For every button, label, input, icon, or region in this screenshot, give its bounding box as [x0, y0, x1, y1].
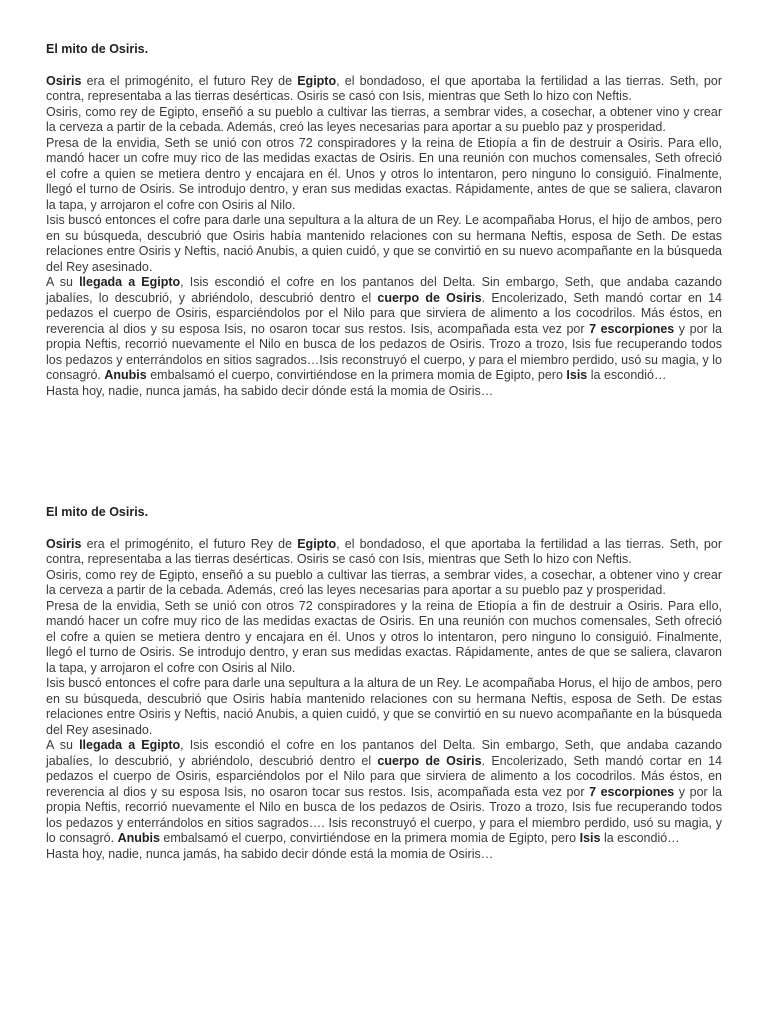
- text-run: . Encolerizado, Seth mandó cortar en 14 pedazos el cuerpo de Osiris, esparciéndolos por el Nilo para que sirviera de alimento a los cocodrilos. Más éstos, en reverencia al dios y su esposa Isis, no osaron tocar sus restos. Isis, acompañada esta vez por: [46, 753, 722, 799]
- bold-text: Isis: [579, 831, 601, 845]
- paragraph: [46, 847, 722, 863]
- paragraph: [46, 568, 722, 599]
- bold-text: Osiris: [46, 536, 82, 551]
- bold-text: 7 escorpiones: [589, 784, 675, 799]
- bold-text: cuerpo de Osiris: [377, 753, 482, 768]
- text-run: la escondió…: [587, 368, 667, 382]
- text-run: Presa de la envidia, Seth se unió con otros 72 conspiradores y la reina de Etiopía a fin de destruir a Osiris. Para ello, mandó hacer un cofre muy rico de las medidas exactas de Osiris. En una reunión con muchos comensales, Seth ofreció el cofre a quien se metiera dentro y encajara en él. Unos y otros lo intentaron, pero ninguno lo consiguió. Finalmente, llegó el turno de Osiris. Se introdujo dentro, y eran sus medidas exactas. Rápidamente, antes de que se saliera, clavaron la tapa, y arrojaron el cofre con Osiris al Nilo.: [46, 135, 722, 212]
- text-run: A su: [46, 738, 80, 752]
- paragraph: [46, 537, 722, 568]
- bold-text: cuerpo de Osiris: [377, 290, 482, 305]
- paragraph: [46, 384, 722, 400]
- text-run: Isis buscó entonces el cofre para darle una sepultura a la altura de un Rey. Le acompañaba Horus, el hijo de ambos, pero en su búsqueda, descubrió que Osiris había mantenido relaciones con su hermana Neftis, esposa de Seth. De estas relaciones entre Osiris y Neftis, nació Anubis, a quien cuidó, y que se convirtió en su nuevo acompañante en la búsqueda del Rey asesinado.: [46, 676, 722, 737]
- text-run: y por la propia Neftis, recorrió nuevamente el Nilo en busca de los pedazos de Osiris. Trozo a trozo, Isis fue recuperando todos los pedazos y enterrándolos en sitios sagrados…. Isis reconstruyó el cuerpo, y para el miembro perdido, usó su magia, y lo consagró.: [46, 784, 722, 845]
- text-run: Presa de la envidia, Seth se unió con otros 72 conspiradores y la reina de Etiopía a fin de destruir a Osiris. Para ello, mandó hacer un cofre muy rico de las medidas exactas de Osiris. En una reunión con muchos comensales, Seth ofreció el cofre a quien se metiera dentro y encajara en él. Unos y otros lo intentaron, pero ninguno lo consiguió. Finalmente, llegó el turno de Osiris. Se introdujo dentro, y eran sus medidas exactas. Rápidamente, antes de que se saliera, clavaron la tapa, y arrojaron el cofre con Osiris al Nilo.: [46, 598, 722, 675]
- bold-text: 7 escorpiones: [589, 321, 675, 336]
- paragraph: [46, 213, 722, 275]
- text-run: , Isis escondió el cofre en los pantanos del Delta. Sin embargo, Seth, que andaba cazando jabalíes, lo descubrió, y abriéndolo, descubrió dentro el: [46, 275, 722, 305]
- bold-text: Egipto: [297, 73, 337, 88]
- paragraph: [46, 599, 722, 677]
- section-body: [46, 537, 722, 863]
- text-run: Osiris, como rey de Egipto, enseñó a su pueblo a cultivar las tierras, a sembrar vides, a cosechar, a obtener vino y crear la cerveza a partir de la cebada. Además, creó las leyes necesarias para aportar a su pueblo paz y prosperidad.: [46, 104, 722, 134]
- text-run: , el bondadoso, el que aportaba la fertilidad a las tierras. Seth, por contra, representaba a las tierras desérticas. Osiris se casó con Isis, mientras que Seth lo hizo con Neftis.: [46, 73, 722, 103]
- text-run: Isis buscó entonces el cofre para darle una sepultura a la altura de un Rey. Le acompañaba Horus, el hijo de ambos, pero en su búsqueda, descubrió que Osiris había mantenido relaciones con su hermana Neftis, esposa de Seth. De estas relaciones entre Osiris y Neftis, nació Anubis, a quien cuidó, y que se convirtió en su nuevo acompañante en la búsqueda del Rey asesinado.: [46, 213, 722, 274]
- text-run: era el primogénito, el futuro Rey de: [81, 73, 298, 88]
- text-run: A su: [46, 275, 80, 289]
- bold-text: Egipto: [297, 536, 337, 551]
- section-title: El mito de Osiris.: [46, 42, 149, 56]
- text-run: , el bondadoso, el que aportaba la fertilidad a las tierras. Seth, por contra, representaba a las tierras desérticas. Osiris se casó con Isis, mientras que Seth lo hizo con Neftis.: [46, 536, 722, 566]
- paragraph: [46, 105, 722, 136]
- paragraph: [46, 275, 722, 384]
- text-run: era el primogénito, el futuro Rey de: [81, 536, 298, 551]
- bold-text: Isis: [566, 368, 588, 382]
- bold-text: Anubis: [117, 831, 160, 845]
- bold-text: llegada a Egipto: [79, 738, 181, 752]
- text-run: . Encolerizado, Seth mandó cortar en 14 pedazos el cuerpo de Osiris, esparciéndolos por el Nilo para que sirviera de alimento a los cocodrilos. Más éstos, en reverencia al dios y su esposa Isis, no osaron tocar sus restos. Isis, acompañada esta vez por: [46, 290, 722, 336]
- text-run: y por la propia Neftis, recorrió nuevamente el Nilo en busca de los pedazos de Osiris. Trozo a trozo, Isis fue recuperando todos los pedazos y enterrándolos en sitios sagrados…Isis reconstruyó el cuerpo, y para el miembro perdido, usó su magia, y lo consagró.: [46, 321, 722, 382]
- text-run: Hasta hoy, nadie, nunca jamás, ha sabido decir dónde está la momia de Osiris…: [46, 383, 494, 398]
- text-run: Hasta hoy, nadie, nunca jamás, ha sabido decir dónde está la momia de Osiris…: [46, 846, 494, 861]
- bold-text: Osiris: [46, 73, 82, 88]
- section-1: [46, 42, 722, 399]
- bold-text: llegada a Egipto: [79, 275, 181, 289]
- text-run: Osiris, como rey de Egipto, enseñó a su pueblo a cultivar las tierras, a sembrar vides, a cosechar, a obtener vino y crear la cerveza a partir de la cebada. Además, creó las leyes necesarias para aportar a su pueblo paz y prosperidad.: [46, 567, 722, 597]
- section-body: [46, 74, 722, 400]
- paragraph: [46, 738, 722, 847]
- paragraph: [46, 676, 722, 738]
- text-run: , Isis escondió el cofre en los pantanos del Delta. Sin embargo, Seth, que andaba cazando jabalíes, lo descubrió, y abriéndolo, descubrió dentro el: [46, 738, 722, 768]
- bold-text: Anubis: [104, 368, 147, 382]
- text-run: embalsamó el cuerpo, convirtiéndose en la primera momia de Egipto, pero: [146, 368, 567, 382]
- text-run: embalsamó el cuerpo, convirtiéndose en la primera momia de Egipto, pero: [159, 831, 580, 845]
- section-2: [46, 505, 722, 862]
- section-title: El mito de Osiris.: [46, 505, 149, 519]
- paragraph: [46, 136, 722, 214]
- paragraph: [46, 74, 722, 105]
- text-run: la escondió…: [600, 831, 680, 845]
